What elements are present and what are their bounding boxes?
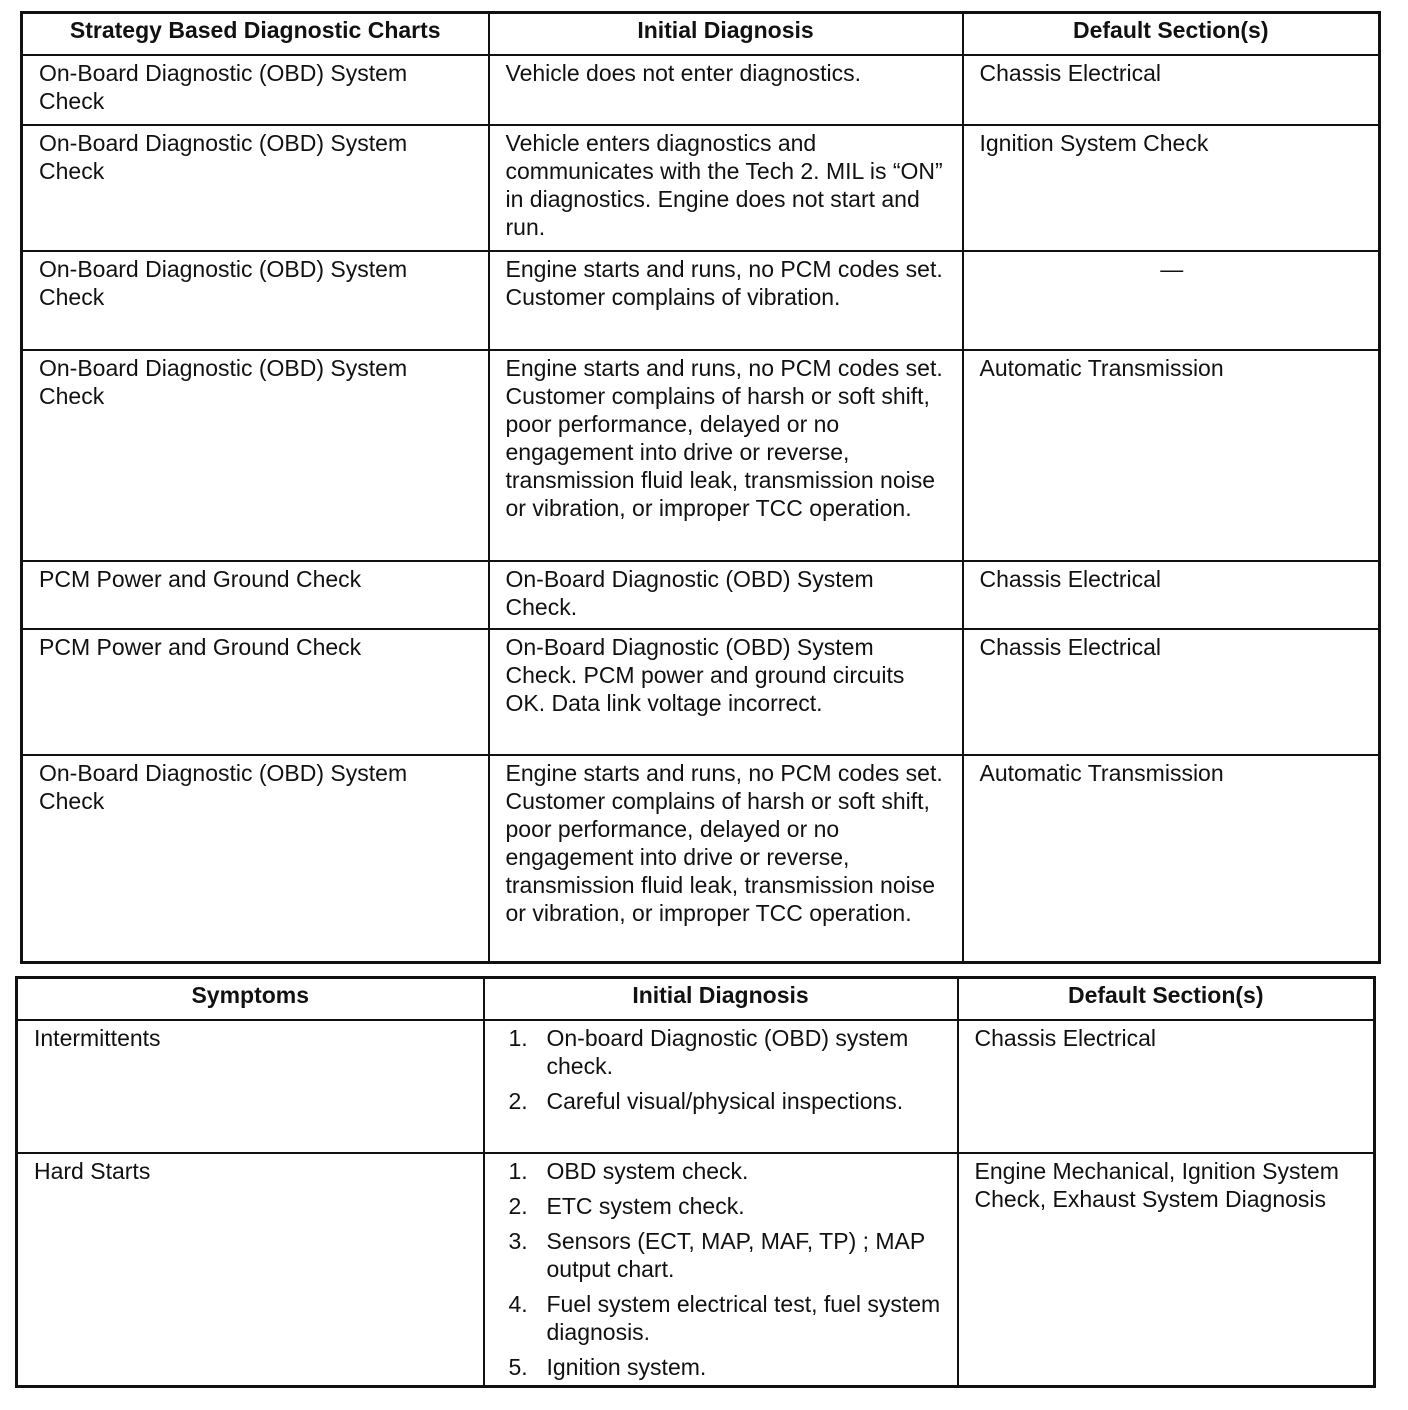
step-number: 2. (508, 1192, 528, 1219)
symptoms-table (15, 976, 1376, 1388)
diagnosis-steps-cell (484, 1020, 958, 1153)
column-header-symptoms: Symptoms (17, 978, 484, 1020)
diagnosis-cell: On-Board Diagnostic (OBD) System Check. PCM power and ground circuits OK. Data link voltage incorrect. (489, 629, 963, 755)
step-number: 1. (508, 1157, 528, 1184)
step-text: ETC system check. (546, 1192, 745, 1219)
chart-cell: On-Board Diagnostic (OBD) System Check (22, 350, 489, 561)
diagnosis-steps-cell (484, 1153, 958, 1387)
table-row (22, 251, 1380, 350)
column-header-default-sections: Default Section(s) (958, 978, 1375, 1020)
diagnosis-steps-list (501, 1024, 943, 1115)
chart-cell: On-Board Diagnostic (OBD) System Check (22, 125, 489, 251)
chart-cell: PCM Power and Ground Check (22, 561, 489, 629)
list-item (501, 1087, 943, 1115)
section-cell: Chassis Electrical (958, 1020, 1375, 1153)
column-header-initial-diagnosis: Initial Diagnosis (489, 13, 963, 55)
list-item (501, 1227, 943, 1283)
step-number: 2. (508, 1087, 528, 1114)
section-cell: Automatic Transmission (963, 350, 1380, 561)
section-cell: — (963, 251, 1380, 350)
table-row (17, 1153, 1375, 1387)
strategy-diagnostic-table (20, 11, 1381, 964)
table-row (17, 1020, 1375, 1153)
diagnosis-steps-list (501, 1157, 943, 1381)
step-number: 1. (508, 1024, 528, 1051)
diagnosis-cell: On-Board Diagnostic (OBD) System Check. (489, 561, 963, 629)
list-item (501, 1290, 943, 1346)
diagnosis-cell: Engine starts and runs, no PCM codes set. Customer complains of vibration. (489, 251, 963, 350)
list-item (501, 1157, 943, 1185)
step-number: 3. (508, 1227, 528, 1254)
section-cell: Ignition System Check (963, 125, 1380, 251)
chart-cell: On-Board Diagnostic (OBD) System Check (22, 755, 489, 963)
column-header-initial-diagnosis: Initial Diagnosis (484, 978, 958, 1020)
step-text: On-board Diagnostic (OBD) system check. (546, 1024, 909, 1079)
chart-cell: PCM Power and Ground Check (22, 629, 489, 755)
section-cell: Chassis Electrical (963, 55, 1380, 125)
step-text: OBD system check. (546, 1157, 749, 1184)
section-cell: Engine Mechanical, Ignition System Check, Exhaust System Diagnosis (958, 1153, 1375, 1387)
list-item (501, 1024, 943, 1080)
step-number: 4. (508, 1290, 528, 1317)
list-item (501, 1192, 943, 1220)
table-header-row (17, 978, 1375, 1020)
diagnosis-cell: Vehicle enters diagnostics and communicates with the Tech 2. MIL is “ON” in diagnostics. Engine does not start and run. (489, 125, 963, 251)
table-row (22, 629, 1380, 755)
table-row (22, 125, 1380, 251)
table-row (22, 561, 1380, 629)
step-text: Careful visual/physical inspections. (546, 1087, 904, 1114)
chart-cell: On-Board Diagnostic (OBD) System Check (22, 55, 489, 125)
step-text: Ignition system. (546, 1353, 707, 1380)
step-text: Sensors (ECT, MAP, MAF, TP) ; MAP output chart. (546, 1227, 925, 1282)
diagnosis-cell: Vehicle does not enter diagnostics. (489, 55, 963, 125)
table-header-row (22, 13, 1380, 55)
step-number: 5. (508, 1353, 528, 1380)
chart-cell: On-Board Diagnostic (OBD) System Check (22, 251, 489, 350)
column-header-strategy-charts: Strategy Based Diagnostic Charts (22, 13, 489, 55)
symptom-cell: Hard Starts (17, 1153, 484, 1387)
section-cell: Chassis Electrical (963, 629, 1380, 755)
table-row (22, 350, 1380, 561)
section-cell: Automatic Transmission (963, 755, 1380, 963)
step-text: Fuel system electrical test, fuel system diagnosis. (546, 1290, 941, 1345)
diagnosis-cell: Engine starts and runs, no PCM codes set. Customer complains of harsh or soft shift, poor performance, delayed or no engagement into drive or reverse, transmission fluid leak, transmission noise or vibration, or improper TCC operation. (489, 755, 963, 963)
list-item (501, 1353, 943, 1381)
table-row (22, 55, 1380, 125)
column-header-default-sections: Default Section(s) (963, 13, 1380, 55)
table-row (22, 755, 1380, 963)
section-cell: Chassis Electrical (963, 561, 1380, 629)
diagnosis-cell: Engine starts and runs, no PCM codes set. Customer complains of harsh or soft shift, poor performance, delayed or no engagement into drive or reverse, transmission fluid leak, transmission noise or vibration, or improper TCC operation. (489, 350, 963, 561)
symptom-cell: Intermittents (17, 1020, 484, 1153)
